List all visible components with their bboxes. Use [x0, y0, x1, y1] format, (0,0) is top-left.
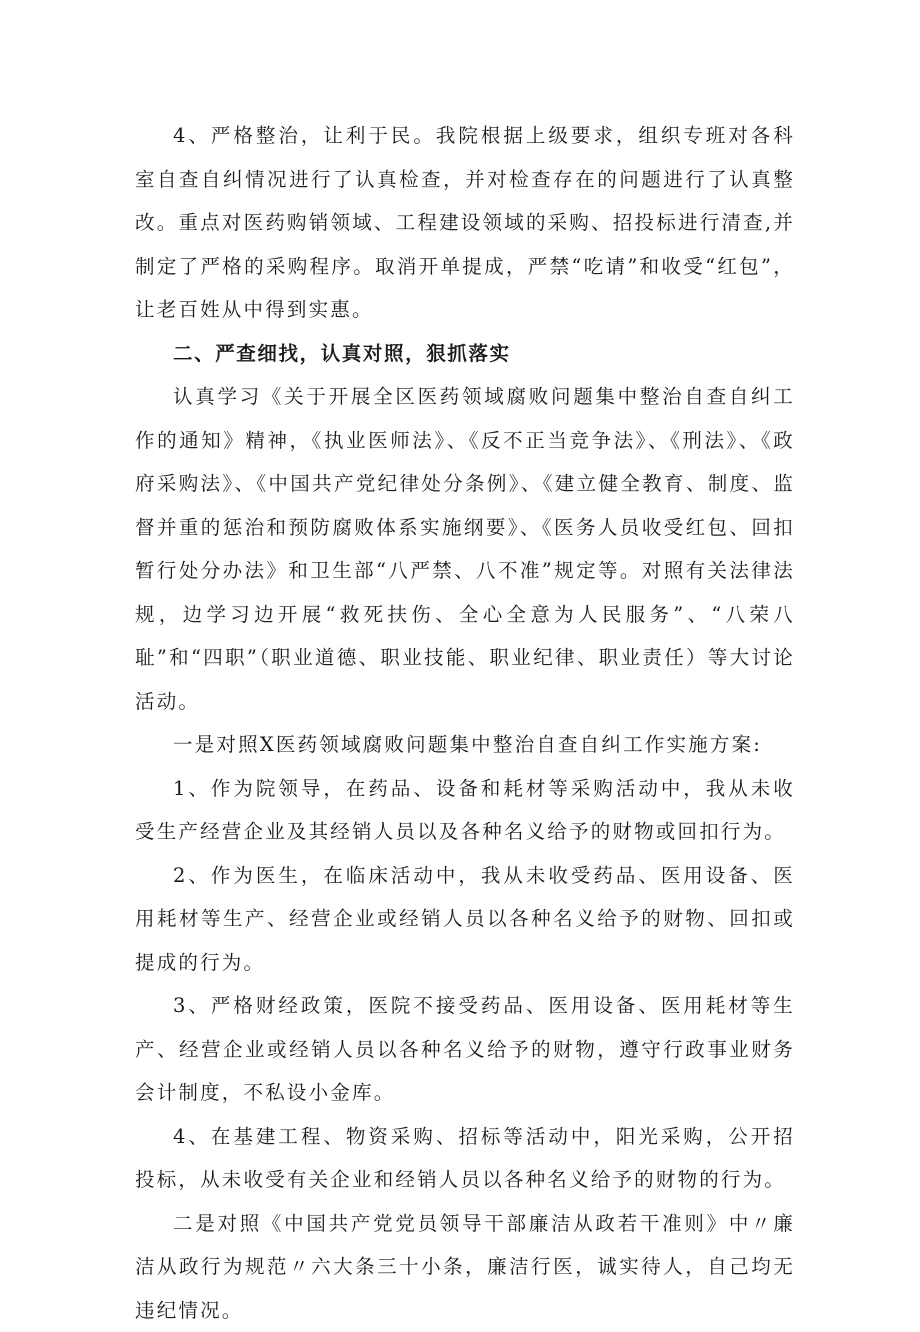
section-heading: 二、严查细找，认真对照，狠抓落实	[135, 332, 795, 376]
paragraph-study-laws: 认真学习《关于开展全区医药领域腐败问题集中整治自查自纠工作的通知》精神，《执业医师法》、《反不正当竞争法》、《刑法》、《政府采购法》、《中国共产党纪律处分条例》、《建立健全教育、制度、监督并重的惩治和预防腐败体系实施纲要》、《医务人员收受红包、回扣暂行处分办法》和卫生部“八严禁、八不准”规定等。对照有关法律法规，边学习边开展“救死扶伤、全心全意为人民服务”、“八荣八耻”和“四职”（职业道德、职业技能、职业纪律、职业责任）等大讨论活动。	[135, 375, 795, 723]
paragraph-strict-rectification: 4、严格整治，让利于民。我院根据上级要求，组织专班对各科室自查自纠情况进行了认真检查，并对检查存在的问题进行了认真整改。重点对医药购销领域、工程建设领域的采购、招投标进行清查,并制定了严格的采购程序。取消开单提成，严禁“吃请”和收受“红包”，让老百姓从中得到实惠。	[135, 114, 795, 332]
paragraph-point-one-intro: 一是对照X医药领域腐败问题集中整治自查自纠工作实施方案:	[135, 723, 795, 767]
list-item-2: 2、作为医生，在临床活动中，我从未收受药品、医用设备、医用耗材等生产、经营企业或经销人员以各种名义给予的财物、回扣或提成的行为。	[135, 854, 795, 985]
list-item-3: 3、严格财经政策，医院不接受药品、医用设备、医用耗材等生产、经营企业或经销人员以各种名义给予的财物，遵守行政事业财务会计制度，不私设小金库。	[135, 984, 795, 1115]
list-item-4: 4、在基建工程、物资采购、招标等活动中，阳光采购，公开招投标，从未收受有关企业和经销人员以各种名义给予的财物的行为。	[135, 1115, 795, 1202]
document-body	[135, 114, 795, 1332]
list-item-1: 1、作为院领导，在药品、设备和耗材等采购活动中，我从未收受生产经营企业及其经销人员以及各种名义给予的财物或回扣行为。	[135, 767, 795, 854]
paragraph-point-two: 二是对照《中国共产党党员领导干部廉洁从政若干准则》中〃廉洁从政行为规范〃六大条三十小条，廉洁行医，诚实待人，自己均无违纪情况。	[135, 1202, 795, 1332]
